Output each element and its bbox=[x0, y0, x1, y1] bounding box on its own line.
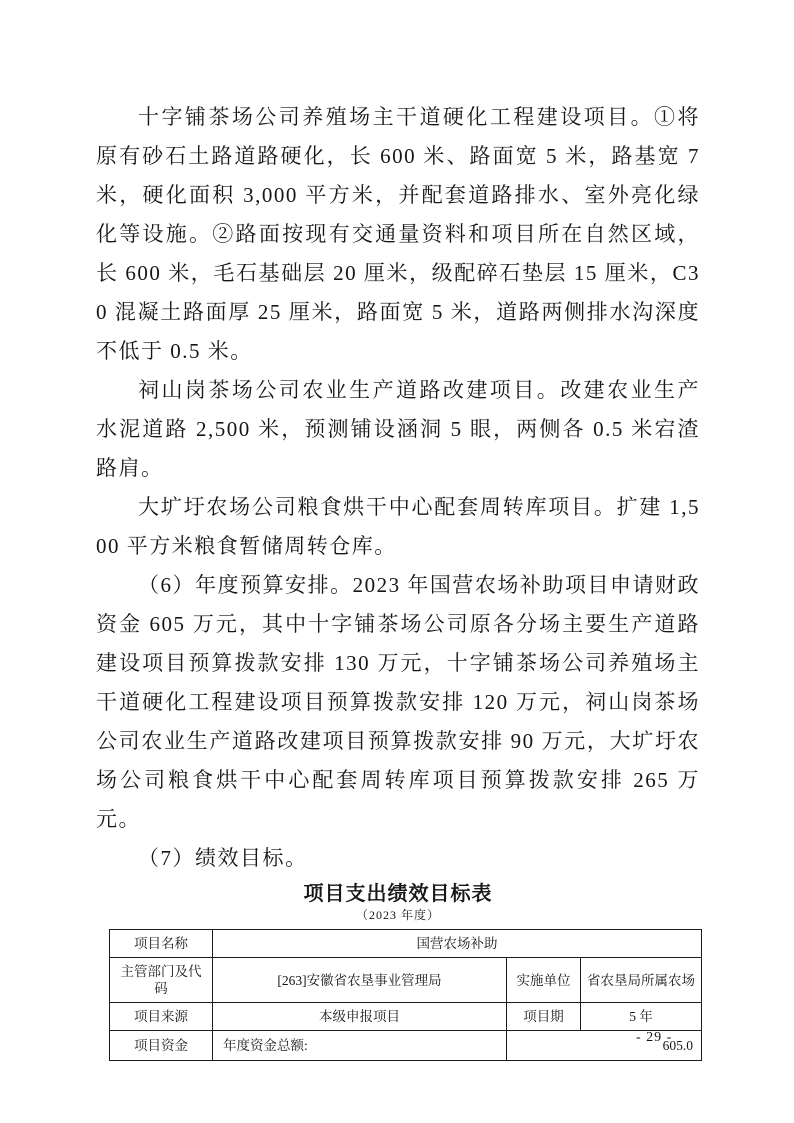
table-row-project-name bbox=[110, 930, 702, 958]
table-row-department bbox=[110, 958, 702, 1003]
cell-department-label: 主管部门及代码 bbox=[110, 958, 213, 1003]
cell-project-period-label: 项目期 bbox=[507, 1003, 581, 1031]
cell-project-name-label: 项目名称 bbox=[110, 930, 213, 958]
cell-project-period-value: 5 年 bbox=[581, 1003, 702, 1031]
table-subtitle: （2023 年度） bbox=[355, 908, 440, 922]
document-content bbox=[96, 98, 700, 1061]
performance-target-table bbox=[109, 929, 702, 1061]
page-number: - 29 - bbox=[636, 1030, 673, 1045]
cell-project-funds-label: 项目资金 bbox=[110, 1031, 213, 1061]
table-row-project-source bbox=[110, 1003, 702, 1031]
paragraph-performance-goal: （7）绩效目标。 bbox=[138, 846, 308, 870]
cell-annual-funds-total-amount: 605.0 bbox=[507, 1031, 702, 1061]
paragraph-cishangang-road-project: 祠山岗茶场公司农业生产道路改建项目。改建农业生产水泥道路 2,500 米，预测铺设涵洞 5 眼，两侧各 0.5 米宕渣路肩。 bbox=[96, 378, 700, 480]
cell-project-source-value: 本级申报项目 bbox=[213, 1003, 507, 1031]
cell-project-name-value: 国营农场补助 bbox=[213, 930, 702, 958]
table-title: 项目支出绩效目标表 bbox=[303, 883, 493, 905]
paragraph-road-hardening-project: 十字铺茶场公司养殖场主干道硬化工程建设项目。①将原有砂石土路道路硬化，长 600 米、路面宽 5 米，路基宽 7 米，硬化面积 3,000 平方米，并配套道路排水、室外亮化绿化等设施。②路面按现有交通量资料和项目所在自然区域，长 600 米，毛石基础层 20 厘米，级配碎石垫层 15 厘米，C30 混凝土路面厚 25 厘米，路面宽 5 米，道路两侧排水沟深度不低于 0.5 米。 bbox=[96, 105, 700, 363]
paragraph-annual-budget: （6）年度预算安排。2023 年国营农场补助项目申请财政资金 605 万元，其中十字铺茶场公司原各分场主要生产道路建设项目预算拨款安排 130 万元，十字铺茶场公司养殖场主干道硬化工程建设项目预算拨款安排 120 万元，祠山岗茶场公司农业生产道路改建项目预算拨款安排 90 万元，大圹圩农场公司粮食烘干中心配套周转库项目预算拨款安排 265 万元。 bbox=[96, 573, 700, 831]
paragraph-dakuangwei-warehouse-project: 大圹圩农场公司粮食烘干中心配套周转库项目。扩建 1,500 平方米粮食暂储周转仓库。 bbox=[96, 495, 700, 558]
table-row-project-funds bbox=[110, 1031, 702, 1061]
cell-implementing-unit-label: 实施单位 bbox=[507, 958, 581, 1003]
cell-annual-funds-total-label: 年度资金总额: bbox=[213, 1031, 507, 1061]
cell-project-source-label: 项目来源 bbox=[110, 1003, 213, 1031]
cell-department-value: [263]安徽省农垦事业管理局 bbox=[213, 958, 507, 1003]
cell-implementing-unit-value: 省农垦局所属农场 bbox=[581, 958, 702, 1003]
